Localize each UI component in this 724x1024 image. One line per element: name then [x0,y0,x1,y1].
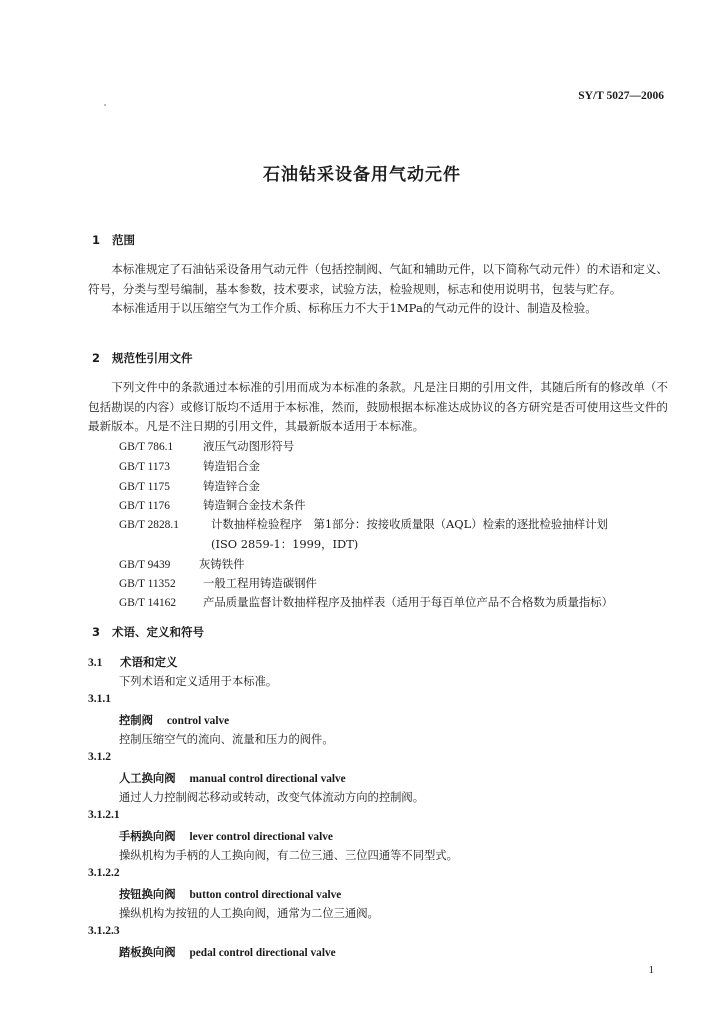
term-english: lever control directional valve [189,831,333,843]
page-number: 1 [648,964,654,976]
term-definition: 操纵机构为手柄的人工换向阀，有二位三通、三位四通等不同型式。 [119,849,458,862]
term-chinese: 手柄换向阀 [119,830,176,843]
reference-item [119,516,608,532]
term-chinese: 人工换向阀 [119,772,176,785]
scan-speck [104,104,106,106]
term-entry [119,944,336,960]
section-number: 2 [92,351,101,365]
section-2-body [88,378,668,437]
clause-number: 3.1.1 [88,693,111,705]
section-number: 3 [92,625,101,639]
section-1-body [88,260,668,319]
reference-title: 灰铸铁件 [199,557,245,571]
reference-code: GB/T 14162 [119,597,177,609]
paragraph: 本标准适用于以压缩空气为工作介质、标称压力不大于1MPa的气动元件的设计、制造及检验。 [111,301,597,316]
reference-title: (ISO 2859-1：1999，IDT) [211,537,359,551]
reference-item [119,497,306,513]
section-number: 1 [92,233,101,247]
reference-item [119,478,260,494]
document-title: 石油钻采设备用气动元件 [263,165,461,185]
reference-item [119,556,245,572]
reference-title: 一般工程用铸造碳钢件 [203,576,317,590]
clause-number: 3.1.2.2 [88,867,120,879]
term-chinese: 控制阀 [119,714,153,727]
reference-title: 铸造铝合金 [203,459,260,473]
reference-item [119,575,317,591]
reference-title: 铸造铜合金技术条件 [203,498,306,512]
subsection-text: 下列术语和定义适用于本标准。 [119,675,278,688]
clause-number: 3.1.2.1 [88,809,120,821]
reference-title: 计数抽样检验程序 第1部分：按接收质量限（AQL）检索的逐批检验抽样计划 [211,517,608,531]
reference-code: GB/T 11352 [119,578,176,590]
reference-code: GB/T 1176 [119,500,170,512]
term-english: control valve [166,715,230,727]
reference-code: GB/T 1173 [119,461,170,473]
paragraph: 本标准规定了石油钻采设备用气动元件（包括控制阀、气缸和辅助元件，以下简称气动元件）的术语和定义、符号，分类与型号编制，基本参数，技术要求，试验方法，检验规则，标志和使用说明书，包装与贮存。 [88,262,668,296]
term-definition: 通过人力控制阀芯移动或转动，改变气体流动方向的控制阀。 [119,791,425,804]
section-1-heading [92,232,135,248]
term-definition: 操纵机构为按钮的人工换向阀，通常为二位三通阀。 [119,907,379,920]
reference-code: GB/T 9439 [119,559,171,571]
reference-title: 液压气动图形符号 [203,439,295,453]
term-chinese: 按钮换向阀 [119,888,176,901]
reference-code: GB/T 2828.1 [119,519,179,531]
term-english: manual control directional valve [189,773,346,785]
reference-item-continuation [211,536,358,552]
reference-item [119,458,260,474]
term-entry [119,712,229,728]
reference-item [119,438,294,454]
reference-code: GB/T 786.1 [119,441,174,453]
reference-title: 铸造锌合金 [203,479,260,493]
clause-number: 3.1.2.3 [88,925,120,937]
subsection-number: 3.1 [88,657,103,669]
paragraph: 下列文件中的条款通过本标准的引用而成为本标准的条款。凡是注日期的引用文件，其随后所有的修改单（不包括勘误的内容）或修订版均不适用于本标准，然而，鼓励根据本标准达成协议的各方研究是否可使用这些文件的最新版本。凡是不注日期的引用文件，其最新版本适用于本标准。 [88,380,668,434]
reference-code: GB/T 1175 [119,481,170,493]
reference-title: 产品质量监督计数抽样程序及抽样表（适用于每百单位产品不合格数为质量指标） [203,595,614,609]
section-title: 术语、定义和符号 [112,625,204,639]
section-2-heading [92,350,193,366]
term-entry [119,886,341,902]
standard-code: SY/T 5027—2006 [578,90,664,102]
clause-number: 3.1.2 [88,751,111,763]
subsection-3-1-heading [88,654,178,670]
term-entry [119,828,333,844]
term-entry [119,770,346,786]
reference-item [119,594,613,610]
section-title: 规范性引用文件 [112,351,193,365]
subsection-title: 术语和定义 [120,655,178,669]
section-3-heading [92,624,204,640]
term-english: button control directional valve [189,889,342,901]
term-definition: 控制压缩空气的流向、流量和压力的阀件。 [119,733,334,746]
term-english: pedal control directional valve [189,947,336,959]
section-title: 范围 [112,233,135,247]
term-chinese: 踏板换向阀 [119,946,176,959]
